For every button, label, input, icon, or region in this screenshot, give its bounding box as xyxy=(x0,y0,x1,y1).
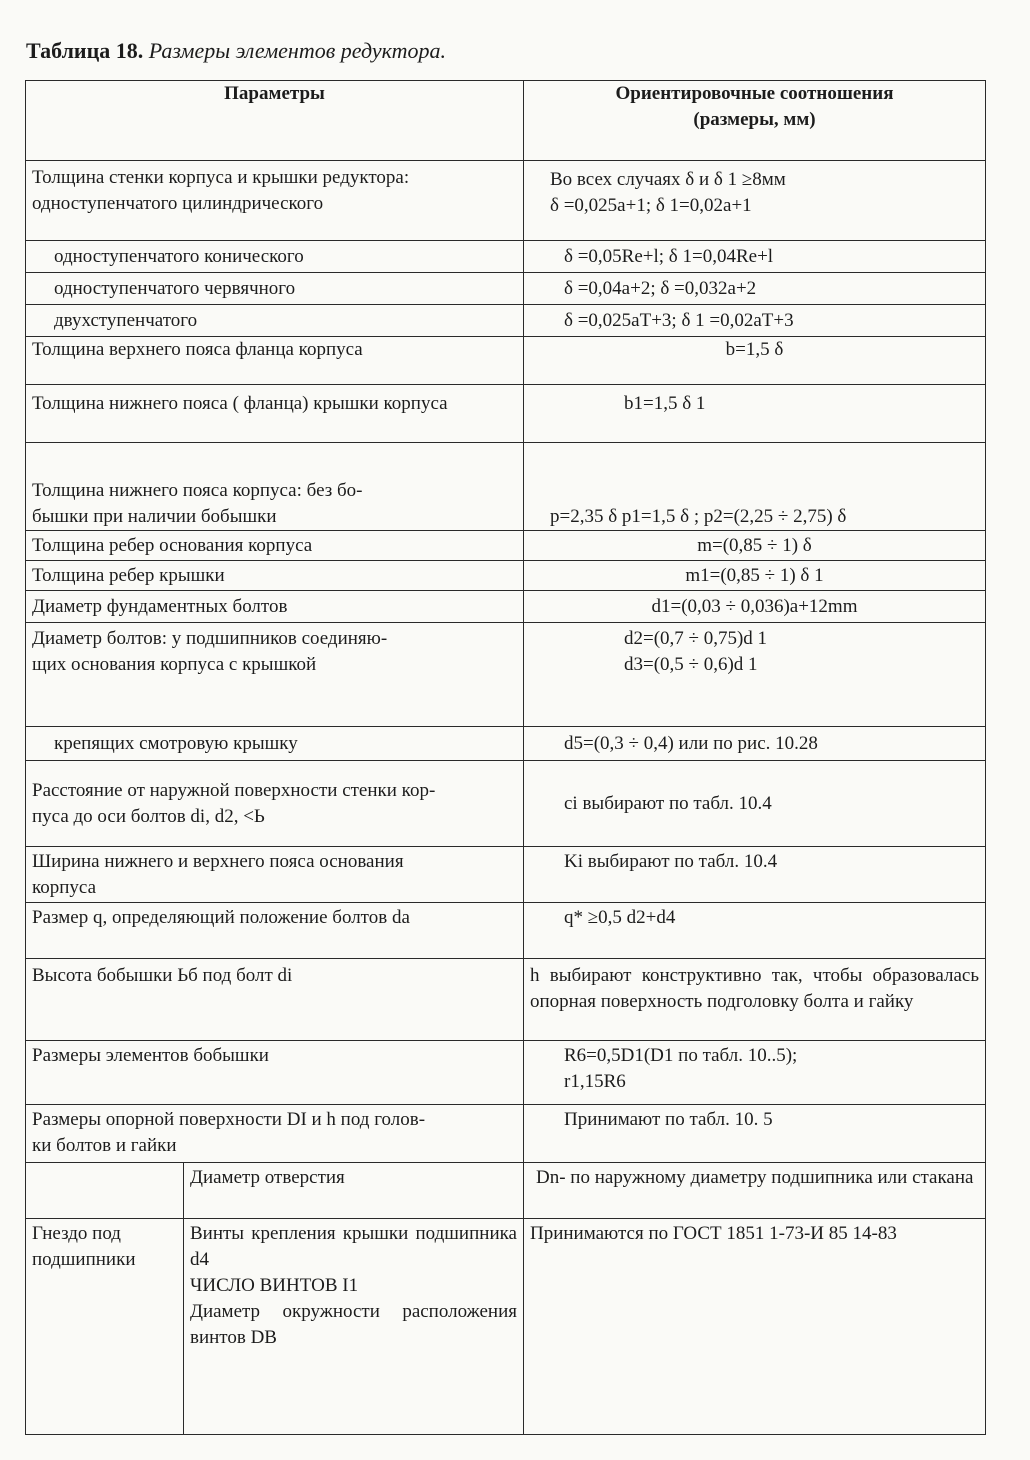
table-title xyxy=(26,38,446,64)
param-cell: Толщина ребер крышки xyxy=(26,561,524,591)
value-cell: m1=(0,85 ÷ 1) δ 1 xyxy=(524,561,986,591)
param-cell: Толщина стенки корпуса и крышки редуктора: одноступенчатого цилиндрического xyxy=(26,161,524,241)
param-cell: одноступенчатого червячного xyxy=(26,273,524,305)
nest-row-hole xyxy=(26,1163,986,1219)
param-cell: Ширина нижнего и верхнего пояса основания корпуса xyxy=(26,847,524,903)
param-cell: Диаметр фундаментных болтов xyxy=(26,591,524,623)
table-row xyxy=(26,531,986,561)
nest-row-screws xyxy=(26,1219,986,1435)
nest-label-cell: Гнездо под подшипники xyxy=(26,1219,184,1435)
param-cell: Диаметр болтов: у подшипников соединяю- щих основания корпуса с крышкой xyxy=(26,623,524,727)
value-cell: b1=1,5 δ 1 xyxy=(524,385,986,443)
param-cell: Размеры опорной поверхности DI и h под голов- ки болтов и гайки xyxy=(26,1105,524,1163)
table-row xyxy=(26,337,986,385)
table-row xyxy=(26,1041,986,1105)
table-row xyxy=(26,591,986,623)
param-cell: Толщина нижнего пояса ( фланца) крышки корпуса xyxy=(26,385,524,443)
table-row xyxy=(26,305,986,337)
param-cell: Размеры элементов бобышки xyxy=(26,1041,524,1105)
value-cell: d2=(0,7 ÷ 0,75)d 1 d3=(0,5 ÷ 0,6)d 1 xyxy=(524,623,986,727)
param-cell: Расстояние от наружной поверхности стенки кор- пуса до оси болтов di, d2, <Ь xyxy=(26,761,524,847)
value-cell: Во всех случаях δ и δ 1 ≥8мм δ =0,025а+1; δ 1=0,02а+1 xyxy=(524,161,986,241)
value-cell: δ =0,04а+2; δ =0,032а+2 xyxy=(524,273,986,305)
value-cell: b=1,5 δ xyxy=(524,337,986,385)
param-cell: Толщина нижнего пояса корпуса: без бо- бышки при наличии бобышки xyxy=(26,443,524,531)
value-cell: d5=(0,3 ÷ 0,4) или по рис. 10.28 xyxy=(524,727,986,761)
table-row xyxy=(26,727,986,761)
param-cell: Диаметр отверстия xyxy=(184,1163,524,1219)
value-cell: d1=(0,03 ÷ 0,036)а+12mm xyxy=(524,591,986,623)
table-row xyxy=(26,273,986,305)
value-cell: Принимают по табл. 10. 5 xyxy=(524,1105,986,1163)
table-caption: Размеры элементов редуктора. xyxy=(148,38,446,63)
param-cell: Размер q, определяющий положение болтов da xyxy=(26,903,524,959)
header-ratios: Ориентировочные соотношения (размеры, мм) xyxy=(524,81,986,161)
value-cell: δ =0,05Re+l; δ 1=0,04Re+l xyxy=(524,241,986,273)
nest-empty-cell xyxy=(26,1163,184,1219)
header-row xyxy=(26,81,986,161)
value-cell: m=(0,85 ÷ 1) δ xyxy=(524,531,986,561)
table-row xyxy=(26,959,986,1041)
reducer-dimensions-table xyxy=(25,80,986,1435)
param-cell: Толщина ребер основания корпуса xyxy=(26,531,524,561)
table-row xyxy=(26,385,986,443)
value-cell: R6=0,5D1(D1 по табл. 10..5); r1,15R6 xyxy=(524,1041,986,1105)
table-row xyxy=(26,761,986,847)
value-cell: δ =0,025аT+3; δ 1 =0,02аT+3 xyxy=(524,305,986,337)
value-cell: Ki выбирают по табл. 10.4 xyxy=(524,847,986,903)
param-cell: Толщина верхнего пояса фланца корпуса xyxy=(26,337,524,385)
table-row xyxy=(26,847,986,903)
table-row xyxy=(26,241,986,273)
value-cell: q* ≥0,5 d2+d4 xyxy=(524,903,986,959)
param-cell: Высота бобышки Ьб под болт di xyxy=(26,959,524,1041)
table-row xyxy=(26,161,986,241)
table-row xyxy=(26,1105,986,1163)
value-cell: Принимаются по ГОСТ 1851 1-73-И 85 14-83 xyxy=(524,1219,986,1435)
table-number: Таблица 18. xyxy=(26,38,144,63)
value-cell: р=2,35 δ p1=1,5 δ ; р2=(2,25 ÷ 2,75) δ xyxy=(524,443,986,531)
table-row xyxy=(26,561,986,591)
param-cell: Винты крепления крышки подшипника d4 ЧИСЛО ВИНТОВ I1 Диаметр окружности расположения винтов DB xyxy=(184,1219,524,1435)
table-row xyxy=(26,443,986,531)
header-parameters: Параметры xyxy=(26,81,524,161)
table-row xyxy=(26,623,986,727)
value-cell: h выбирают конструктивно так, чтобы образовалась опорная поверхность подголовку болта и гайку xyxy=(524,959,986,1041)
value-cell: Dn- по наружному диаметру подшипника или стакана xyxy=(524,1163,986,1219)
param-cell: одноступенчатого конического xyxy=(26,241,524,273)
table-row xyxy=(26,903,986,959)
param-cell: крепящих смотровую крышку xyxy=(26,727,524,761)
param-cell: двухступенчатого xyxy=(26,305,524,337)
value-cell: ci выбирают по табл. 10.4 xyxy=(524,761,986,847)
